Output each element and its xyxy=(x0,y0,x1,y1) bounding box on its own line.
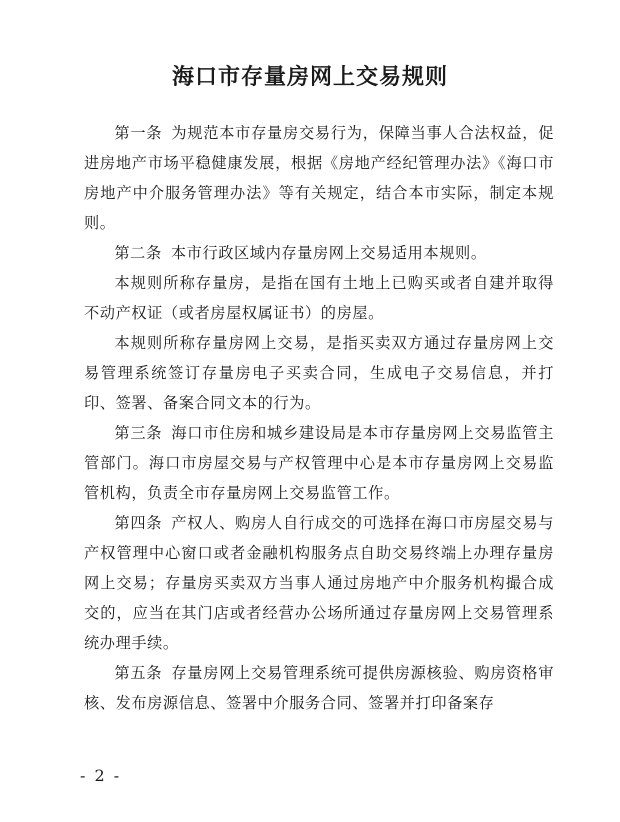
article-label: 第五条 xyxy=(114,664,163,682)
paragraph-text: 本规则所称存量房，是指在国有土地上已购买或者自建并取得不动产权证（或者房屋权属证书）的房屋。 xyxy=(84,274,554,322)
document-body xyxy=(84,118,554,718)
article-label: 第一条 xyxy=(114,124,163,142)
document-title: 海口市存量房网上交易规则 xyxy=(171,64,448,90)
article-label: 第四条 xyxy=(114,514,163,532)
article-3 xyxy=(84,418,554,508)
paragraph-text: 本规则所称存量房网上交易，是指买卖双方通过存量房网上交易管理系统签订存量房电子买卖合同，生成电子交易信息，并打印、签署、备案合同文本的行为。 xyxy=(84,334,554,412)
article-label: 第二条 xyxy=(114,244,162,262)
article-text: 存量房网上交易管理系统可提供房源核验、购房资格审核、发布房源信息、签署中介服务合同、签署并打印备案存 xyxy=(84,664,554,712)
article-2 xyxy=(84,238,554,268)
article-1 xyxy=(84,118,554,238)
paragraph-definition-online-trading xyxy=(84,328,554,418)
article-text: 为规范本市存量房交易行为，保障当事人合法权益，促进房地产市场平稳健康发展，根据《房地产经纪管理办法》《海口市房地产中介服务管理办法》等有关规定，结合本市实际，制定本规则。 xyxy=(84,124,554,232)
page-number: - 2 - xyxy=(80,766,122,785)
paragraph-definition-stock-housing xyxy=(84,268,554,328)
article-label: 第三条 xyxy=(114,424,163,442)
article-text: 海口市住房和城乡建设局是本市存量房网上交易监管主管部门。海口市房屋交易与产权管理中心是本市存量房网上交易监管机构，负责全市存量房网上交易监管工作。 xyxy=(84,424,554,502)
article-4 xyxy=(84,508,554,658)
article-text: 本市行政区域内存量房网上交易适用本规则。 xyxy=(170,244,487,262)
article-text: 产权人、购房人自行成交的可选择在海口市房屋交易与产权管理中心窗口或者金融机构服务点自助交易终端上办理存量房网上交易；存量房买卖双方当事人通过房地产中介服务机构撮合成交的，应当在其门店或者经营办公场所通过存量房网上交易管理系统办理手续。 xyxy=(84,514,554,652)
article-5 xyxy=(84,658,554,718)
